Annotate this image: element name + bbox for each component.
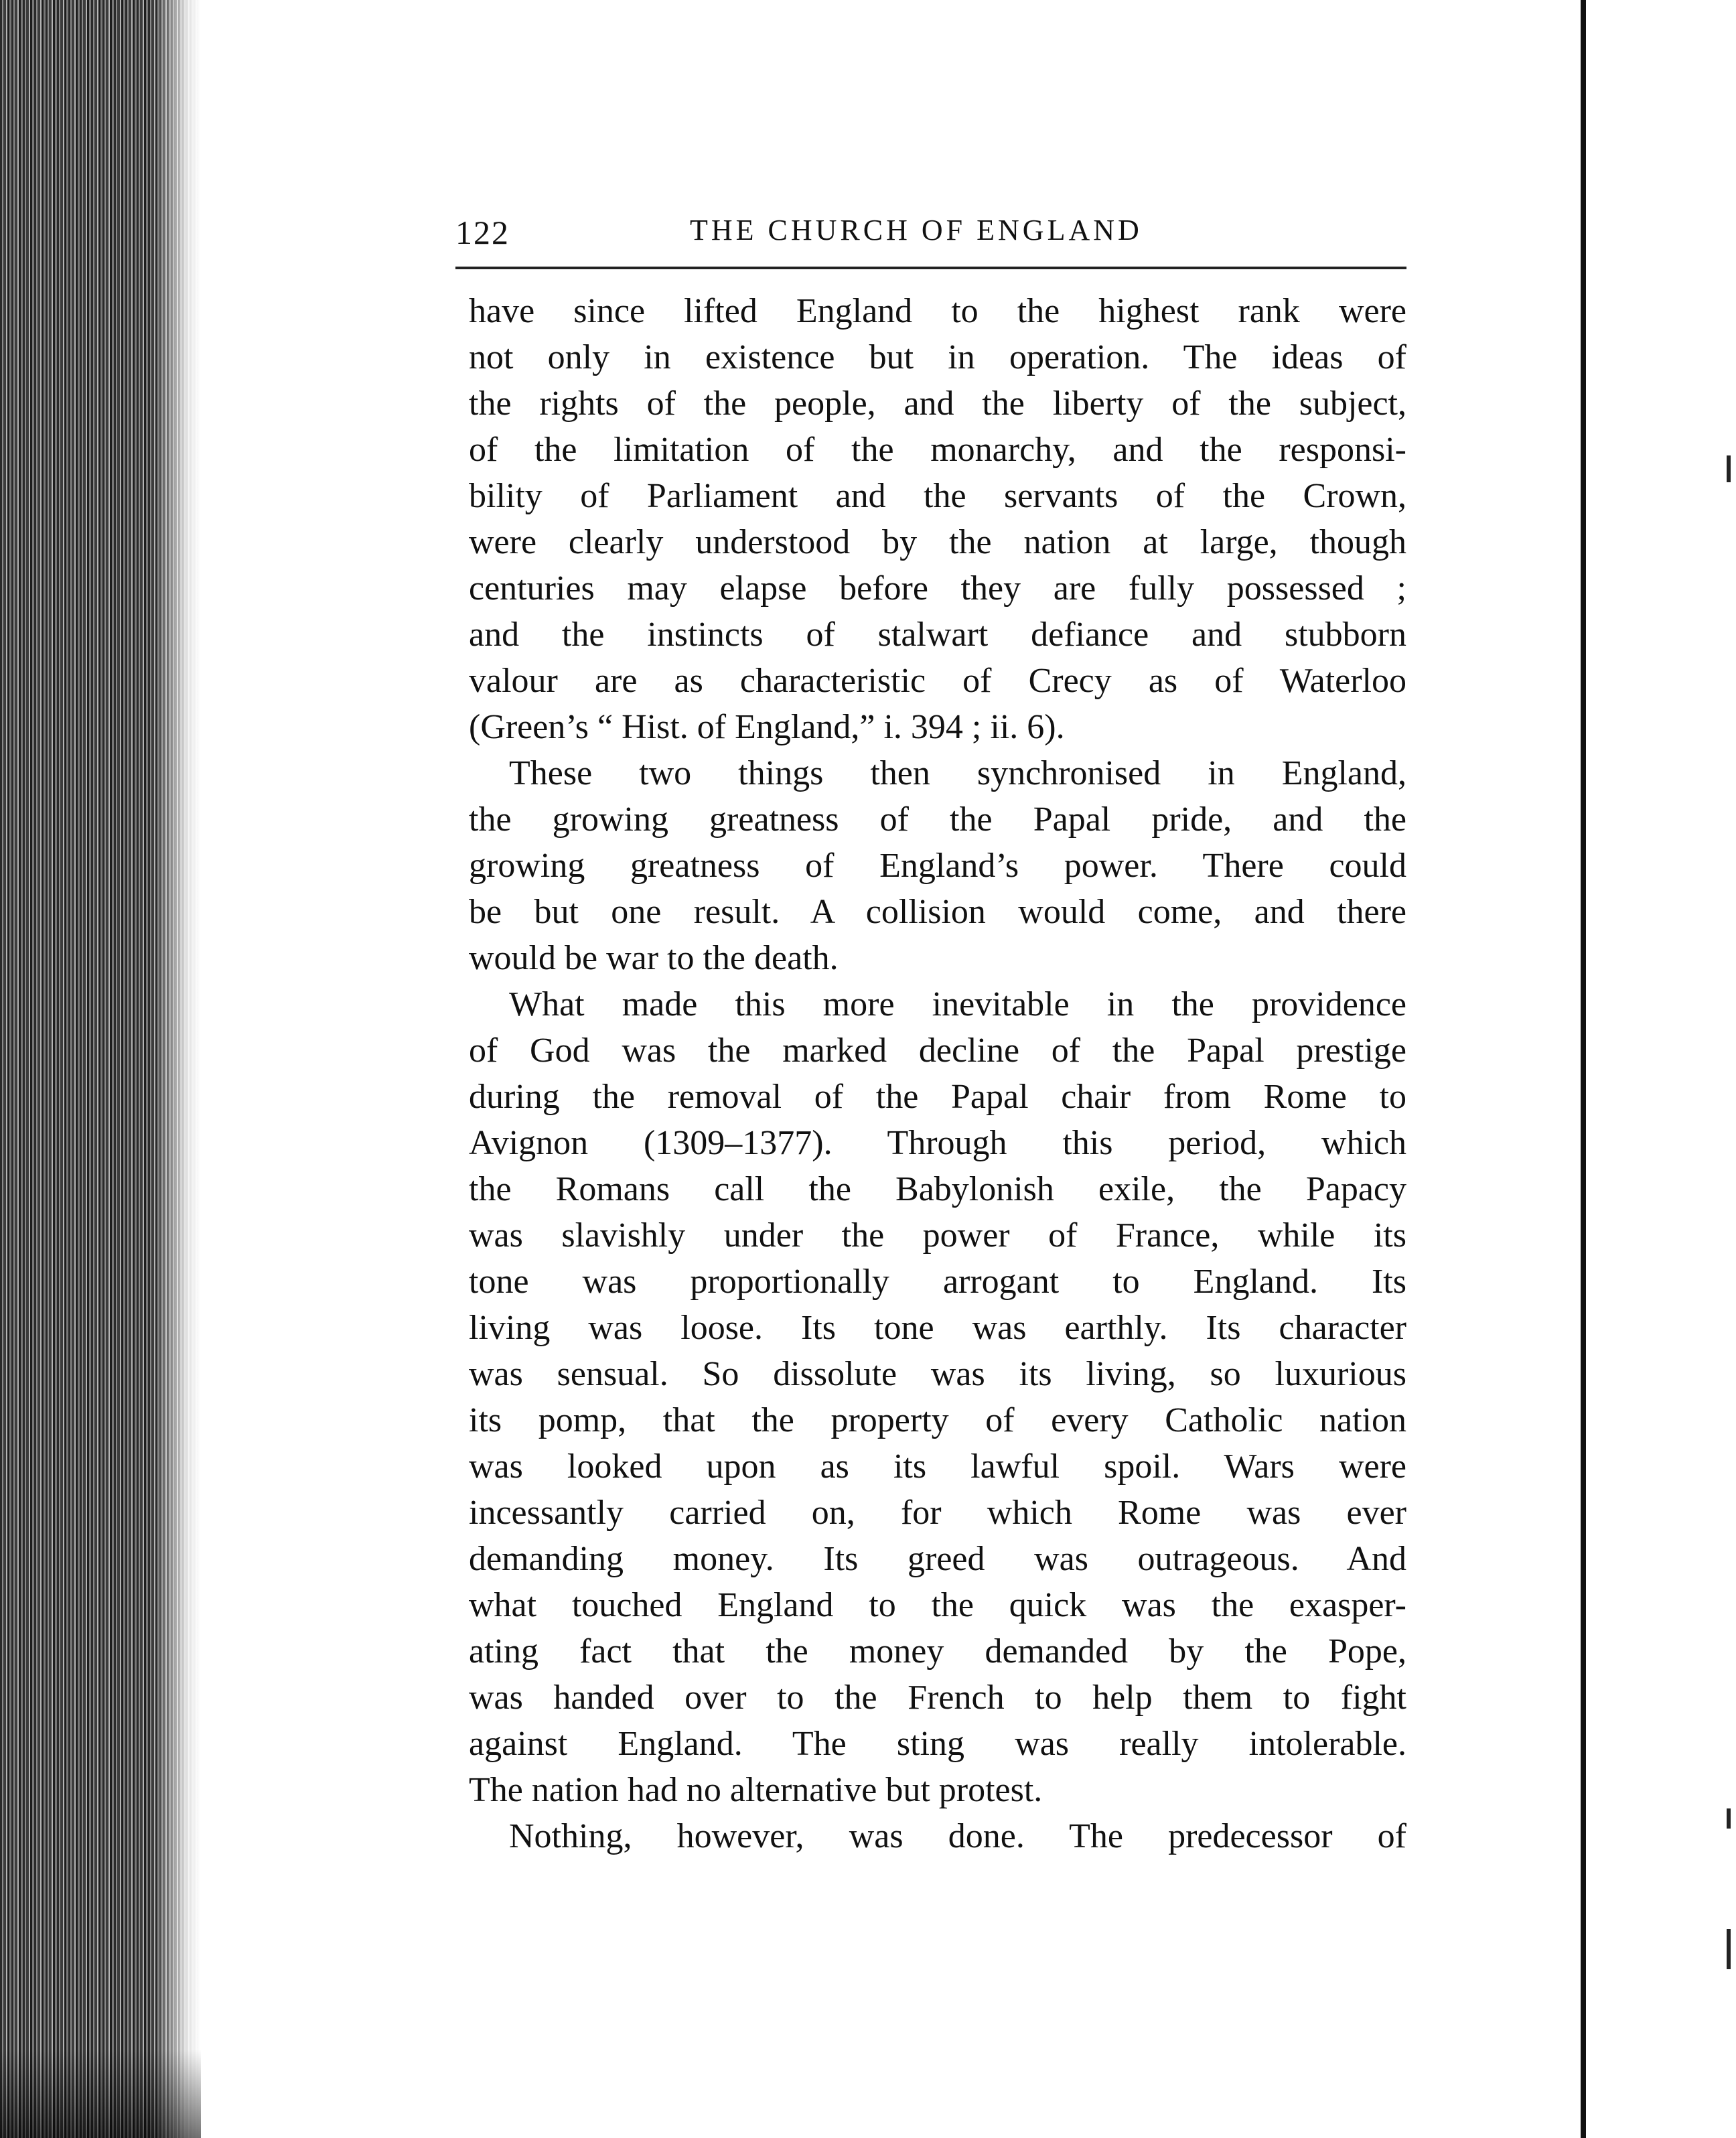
text-line: the rights of the people, and the liberty of the subject, xyxy=(469,384,1406,423)
text-line: The nation had no alternative but protest. xyxy=(469,1771,1043,1809)
text-line: These two things then synchronised in England, xyxy=(509,754,1406,792)
text-line: tone was proportionally arrogant to England. Its xyxy=(469,1263,1406,1301)
text-line: have since lifted England to the highest rank were xyxy=(469,292,1406,330)
text-line: would be war to the death. xyxy=(469,939,839,977)
body-text xyxy=(469,288,1406,1859)
text-line: of the limitation of the monarchy, and the responsi- xyxy=(469,431,1406,469)
text-line: ating fact that the money demanded by the Pope, xyxy=(469,1632,1406,1670)
text-line: Nothing, however, was done. The predecessor of xyxy=(509,1817,1406,1855)
page-number: 122 xyxy=(455,214,510,251)
text-line: the growing greatness of the Papal pride, and the xyxy=(469,800,1406,839)
right-page-edge xyxy=(1581,0,1586,2138)
text-line: valour are as characteristic of Crecy as of Waterloo xyxy=(469,662,1406,700)
text-line: during the removal of the Papal chair from Rome to xyxy=(469,1078,1406,1116)
text-line: against England. The sting was really intolerable. xyxy=(469,1725,1406,1763)
text-line: (Green’s “ Hist. of England,” i. 394 ; ii. 6). xyxy=(469,708,1065,746)
text-line: not only in existence but in operation. The ideas of xyxy=(469,338,1406,376)
text-line: centuries may elapse before they are fully possessed ; xyxy=(469,569,1406,608)
text-line: was handed over to the French to help them to fight xyxy=(469,1679,1406,1717)
text-line: were clearly understood by the nation at large, though xyxy=(469,523,1406,561)
gutter-bottom-shadow xyxy=(0,2050,201,2138)
header-rule xyxy=(455,267,1406,269)
text-line: what touched England to the quick was the exasper- xyxy=(469,1586,1406,1624)
edge-speck xyxy=(1727,1929,1731,1969)
running-title: THE CHURCH OF ENGLAND xyxy=(690,214,1143,246)
text-line: the Romans call the Babylonish exile, the Papacy xyxy=(469,1170,1406,1208)
text-line: was sensual. So dissolute was its living, so luxurious xyxy=(469,1355,1406,1393)
text-line: its pomp, that the property of every Catholic nation xyxy=(469,1401,1406,1439)
text-line: What made this more inevitable in the providence xyxy=(509,985,1406,1023)
edge-speck xyxy=(1727,455,1731,482)
text-line: incessantly carried on, for which Rome was ever xyxy=(469,1494,1406,1532)
text-line: bility of Parliament and the servants of the Crown, xyxy=(469,477,1406,515)
edge-speck xyxy=(1727,1808,1731,1829)
text-line: Avignon (1309–1377). Through this period, which xyxy=(469,1124,1406,1162)
text-line: and the instincts of stalwart defiance and stubborn xyxy=(469,616,1406,654)
text-line: growing greatness of England’s power. There could xyxy=(469,847,1406,885)
text-line: was looked upon as its lawful spoil. Wars were xyxy=(469,1447,1406,1486)
text-line: be but one result. A collision would come, and there xyxy=(469,893,1406,931)
text-line: demanding money. Its greed was outrageous. And xyxy=(469,1540,1406,1578)
gutter-shadow xyxy=(154,0,201,2138)
text-line: living was loose. Its tone was earthly. Its character xyxy=(469,1309,1406,1347)
text-line: was slavishly under the power of France, while its xyxy=(469,1216,1406,1255)
text-line: of God was the marked decline of the Papal prestige xyxy=(469,1031,1406,1070)
